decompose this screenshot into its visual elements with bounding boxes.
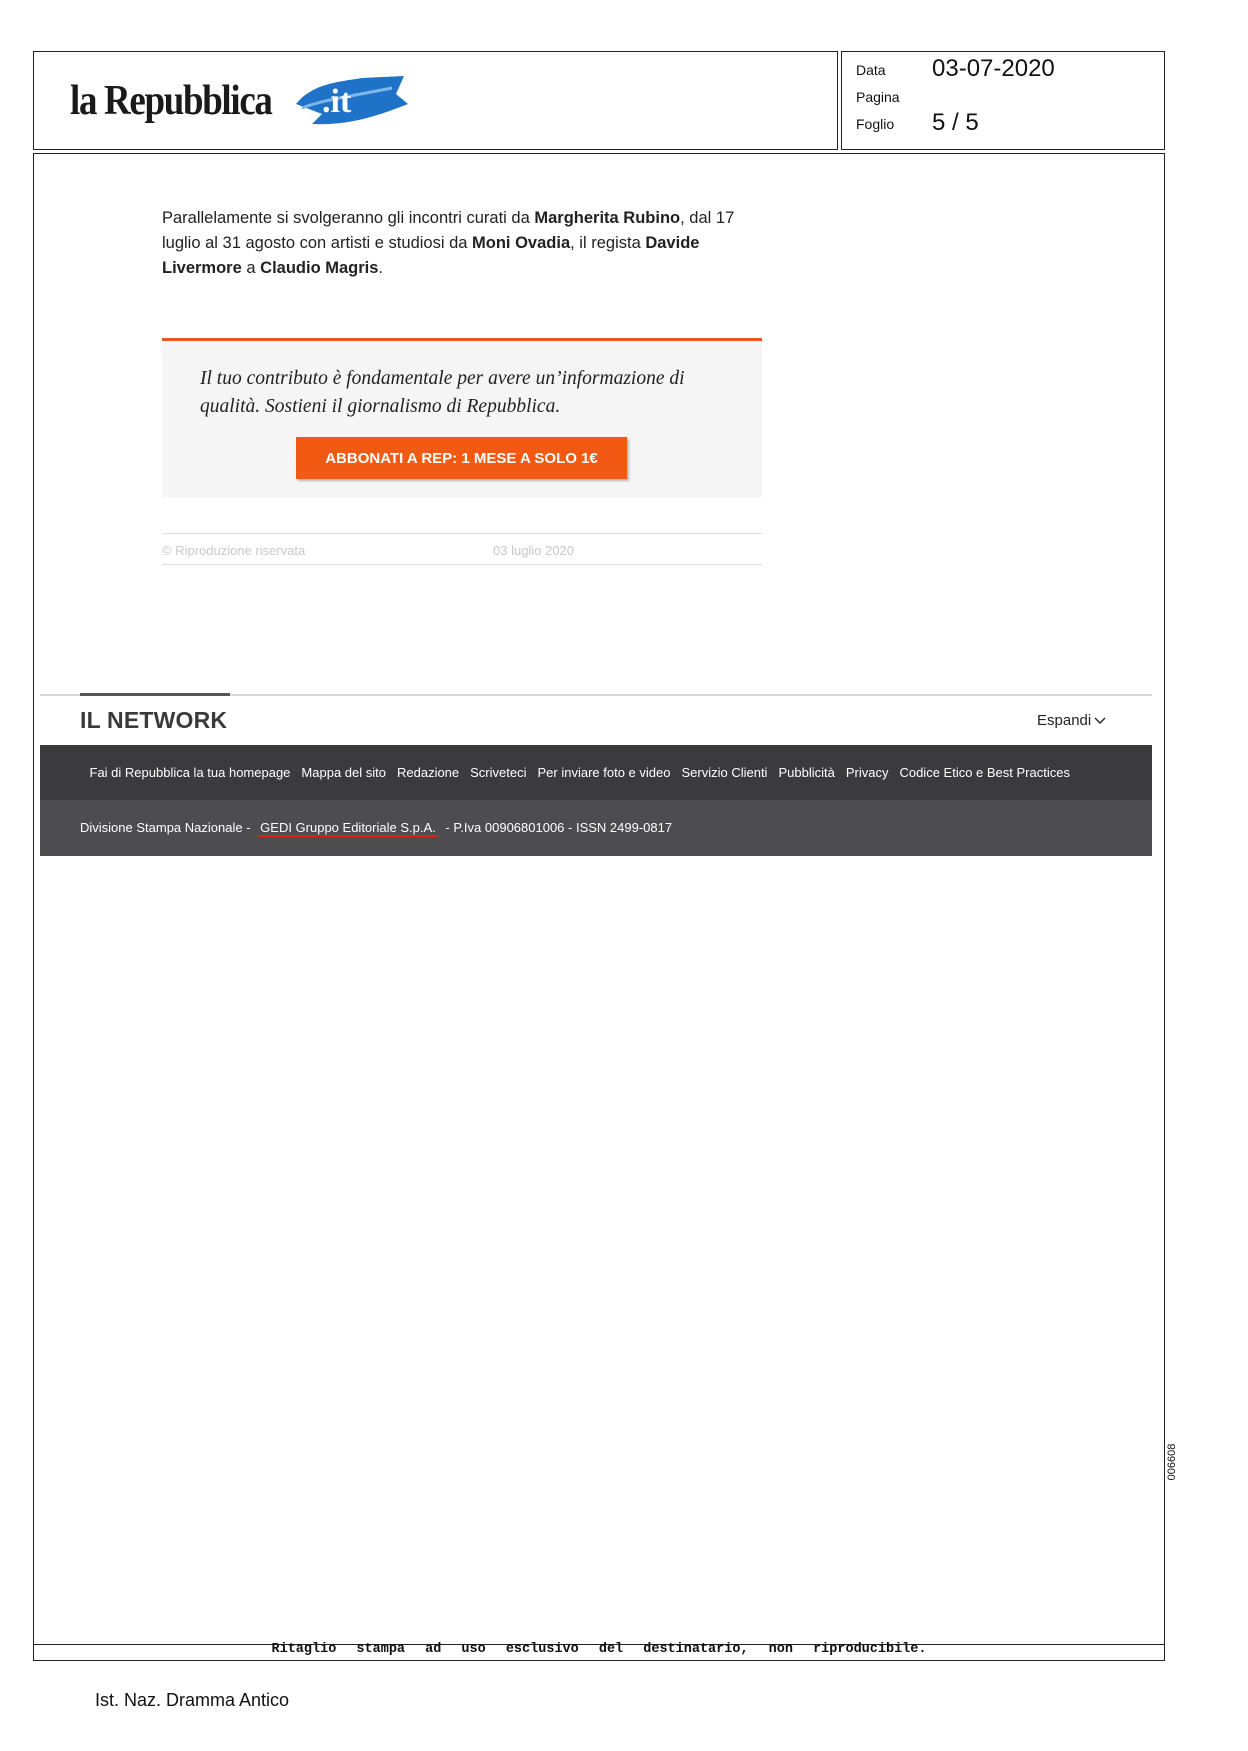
network-link[interactable]: Per inviare foto e video [537, 765, 671, 780]
publish-date: 03 luglio 2020 [493, 543, 574, 558]
chevron-down-icon [1094, 717, 1106, 725]
sheet-label: Foglio [856, 116, 895, 132]
promo-text: Il tuo contributo è fondamentale per avere un’informazione di qualità. Sostieni il giornalismo di Repubblica. [200, 368, 685, 417]
article-text: . [378, 259, 384, 277]
network-link[interactable]: Redazione [396, 765, 460, 780]
article-text: a [241, 259, 261, 277]
logo-it-badge [292, 74, 410, 128]
article-name-highlight: Davide Livermore [162, 234, 700, 277]
legal-prefix: Divisione Stampa Nazionale - [80, 820, 251, 835]
logo-it-suffix: .it [322, 83, 352, 120]
network-links-bar [40, 745, 1152, 800]
network-link[interactable]: Fai di Repubblica la tua homepage [89, 765, 291, 780]
network-divider-accent [80, 693, 230, 696]
article-name-highlight: Claudio Magris [260, 259, 379, 277]
side-code: 006608 [1166, 1443, 1178, 1481]
subscription-promo [162, 338, 762, 498]
article-text: , dal 17 luglio al 31 agosto con artisti e studiosi da [162, 209, 735, 252]
network-link[interactable]: Servizio Clienti [681, 765, 768, 780]
network-links [84, 745, 1075, 800]
article-name-highlight: Margherita Rubino [534, 209, 681, 227]
copyright-notice: © Riproduzione riservata [162, 543, 306, 558]
clipping-note: Ritaglio stampa ad uso esclusivo del destinatario, non riproducibile. [271, 1642, 927, 1657]
expand-label: Espandi [1037, 712, 1092, 729]
network-title: IL NETWORK [80, 707, 228, 733]
date-value: 03-07-2020 [932, 55, 1055, 82]
network-link[interactable]: Privacy [845, 765, 889, 780]
repubblica-logo [70, 72, 490, 142]
rights-row [162, 533, 762, 565]
article-text: Parallelamente si svolgeranno gli incontri curati da [162, 209, 535, 227]
legal-line [80, 820, 672, 837]
network-link[interactable]: Mappa del sito [301, 765, 386, 780]
client-name: Ist. Naz. Dramma Antico [95, 1690, 290, 1710]
gedi-link[interactable]: GEDI Gruppo Editoriale S.p.A. [260, 820, 436, 835]
legal-suffix: - P.Iva 00906801006 - ISSN 2499-0817 [445, 820, 673, 835]
expand-network-button[interactable] [1037, 712, 1106, 729]
logo-wordmark: la Repubblica [70, 78, 272, 124]
network-link[interactable]: Pubblicità [778, 765, 835, 780]
network-link[interactable]: Scriveteci [470, 765, 527, 780]
page-label: Pagina [856, 89, 900, 105]
article-paragraph [162, 206, 762, 281]
subscribe-button[interactable]: ABBONATI A REP: 1 MESE A SOLO 1€ [296, 437, 627, 479]
article-name-highlight: Moni Ovadia [472, 234, 571, 252]
network-link[interactable]: Codice Etico e Best Practices [899, 765, 1070, 780]
sheet-value: 5 / 5 [932, 109, 979, 136]
network-legal-bar [40, 800, 1152, 856]
article-text: , il regista [570, 234, 646, 252]
date-label: Data [856, 62, 886, 78]
